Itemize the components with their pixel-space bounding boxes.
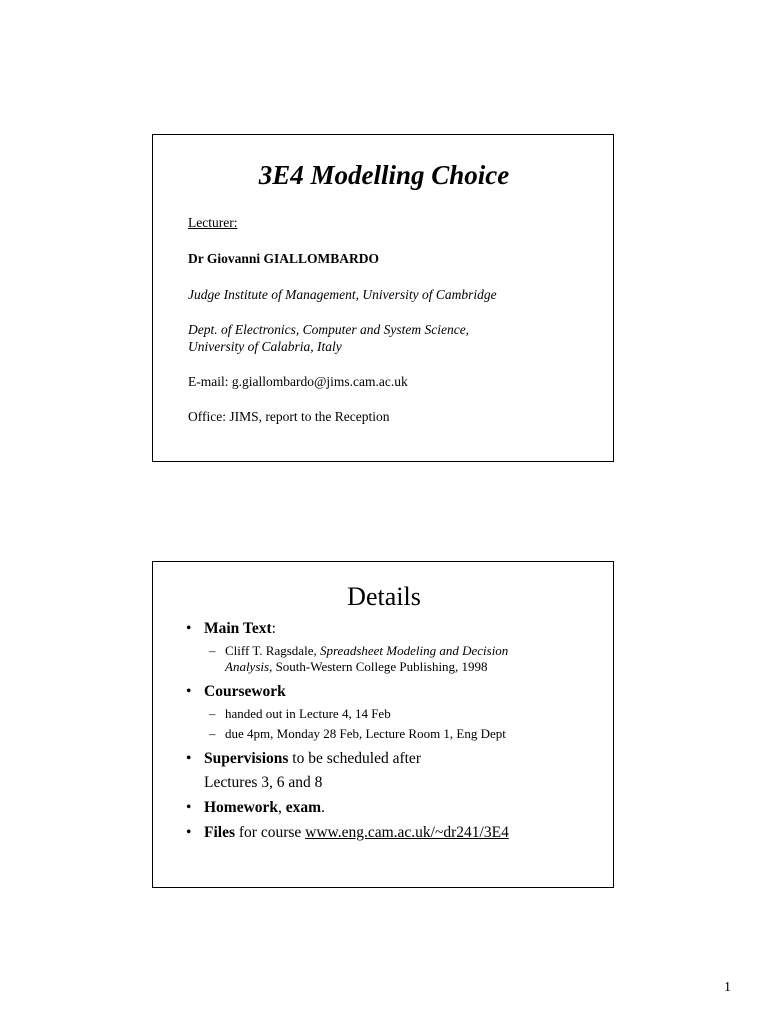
main-text-publisher: , South-Western College Publishing, 1998 — [269, 659, 488, 674]
coursework-item-2-text: due 4pm, Monday 28 Feb, Lecture Room 1, Eng Dept — [225, 726, 506, 741]
bullet-main-text — [186, 619, 276, 638]
dash-glyph: – — [209, 706, 216, 721]
coursework-label: Coursework — [204, 683, 286, 700]
homework-period: . — [321, 799, 325, 816]
affiliation-calabria-line2: University of Calabria, Italy — [188, 339, 342, 354]
coursework-item-2 — [209, 726, 506, 742]
homework-label: Homework — [204, 799, 279, 816]
bullet-glyph: • — [186, 683, 192, 700]
coursework-item-1 — [209, 706, 391, 722]
course-files-link[interactable]: www.eng.cam.ac.uk/~dr241/3E4 — [305, 824, 509, 841]
affiliation-cambridge: Judge Institute of Management, University of Cambridge — [188, 287, 497, 302]
bullet-coursework — [186, 682, 286, 701]
slide-1-title: 3E4 Modelling Choice — [258, 160, 510, 190]
lecturer-name: Dr Giovanni GIALLOMBARDO — [188, 251, 380, 266]
bullet-glyph: • — [186, 824, 192, 841]
bullet-glyph: • — [186, 750, 192, 767]
main-text-item — [209, 643, 508, 659]
dash-glyph: – — [209, 643, 216, 658]
bullet-files — [186, 823, 509, 842]
supervisions-cont: Lectures 3, 6 and 8 — [204, 774, 323, 791]
page-number: 1 — [724, 980, 731, 995]
coursework-item-1-text: handed out in Lecture 4, 14 Feb — [225, 706, 391, 721]
dash-glyph: – — [209, 726, 216, 741]
supervisions-label: Supervisions — [204, 750, 289, 767]
bullet-glyph: • — [186, 799, 192, 816]
affiliation-calabria-line1: Dept. of Electronics, Computer and System Science, — [188, 322, 470, 337]
office-line: Office: JIMS, report to the Reception — [188, 409, 390, 424]
main-text-colon: : — [271, 620, 276, 637]
main-text-label: Main Text — [204, 620, 272, 637]
exam-label: exam — [285, 799, 322, 816]
files-label: Files — [204, 824, 235, 841]
bullet-supervisions — [186, 749, 421, 768]
supervisions-text: to be scheduled after — [288, 750, 421, 767]
bullet-homework — [186, 798, 325, 817]
main-text-book-line2: Analysis — [225, 659, 270, 674]
main-text-author: Cliff T. Ragsdale, — [225, 643, 320, 658]
homework-comma: , — [278, 799, 286, 816]
bullet-glyph: • — [186, 620, 192, 637]
files-text: for course — [235, 824, 306, 841]
main-text-item-cont — [225, 659, 488, 675]
slide-2-title: Details — [347, 582, 421, 611]
email-line: E-mail: g.giallombardo@jims.cam.ac.uk — [188, 374, 408, 389]
main-text-book-line1: Spreadsheet Modeling and Decision — [319, 643, 509, 658]
lecturer-label: Lecturer: — [188, 215, 238, 230]
